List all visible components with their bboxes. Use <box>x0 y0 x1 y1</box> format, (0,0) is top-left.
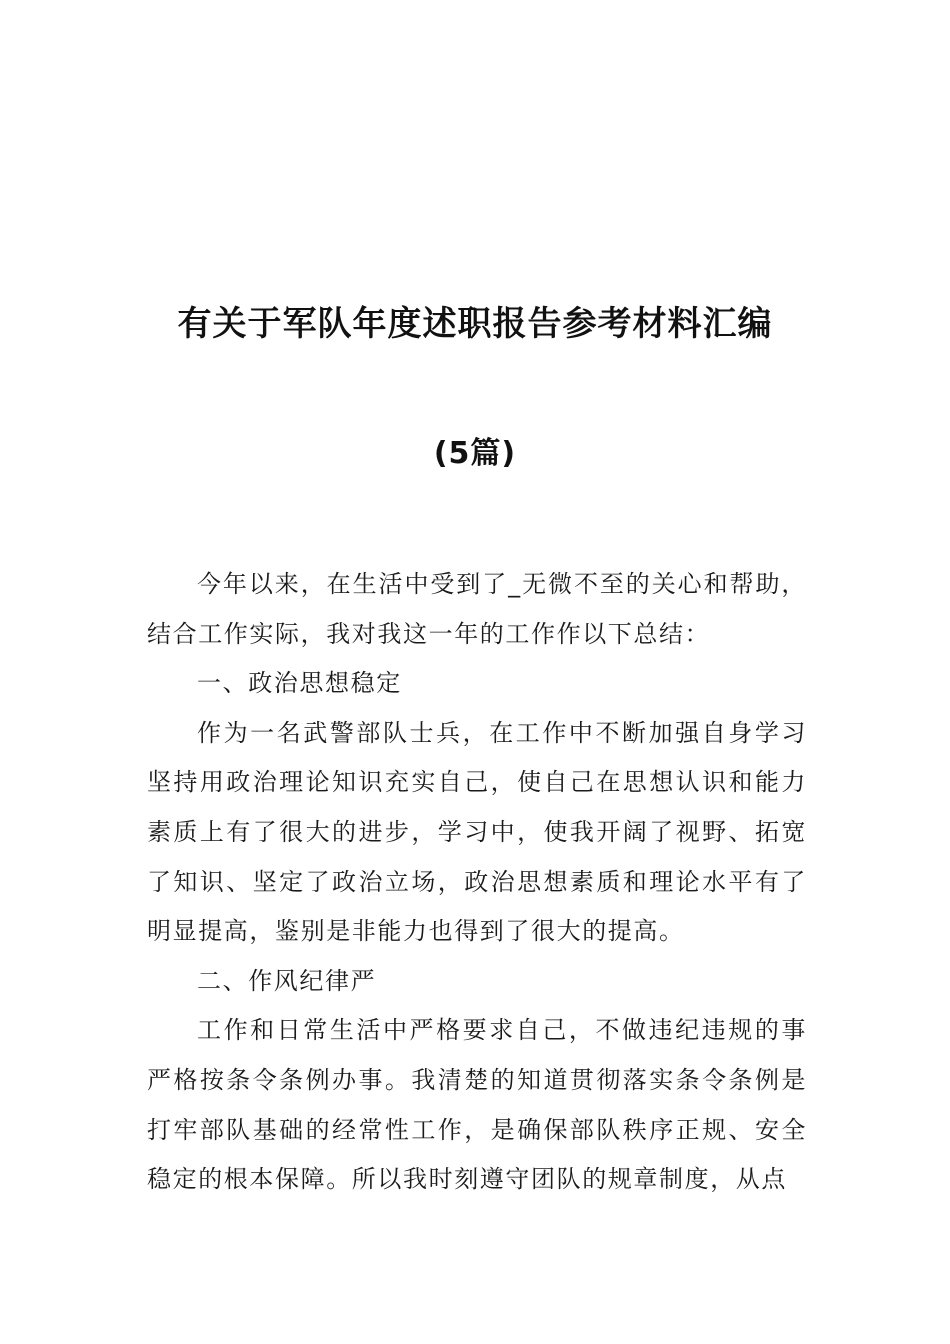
section-heading-discipline: 二、作风纪律严 <box>197 966 377 995</box>
document-body <box>147 560 807 1205</box>
section-heading-political: 一、政治思想稳定 <box>197 669 402 698</box>
paragraph-political: 作为一名武警部队士兵，在工作中不断加强自身学习坚持用政治理论知识充实自己，使自己在思想认识和能力素质上有了很大的进步，学习中，使我开阔了视野、拓宽了知识、坚定了政治立场，政治思想素质和理论水平有了明显提高，鉴别是非能力也得到了很大的提高。 <box>147 718 807 946</box>
paragraph-discipline: 工作和日常生活中严格要求自己，不做违纪违规的事严格按条令条例办事。我清楚的知道贯彻落实条令条例是打牢部队基础的经常性工作，是确保部队秩序正规、安全稳定的根本保障。所以我时刻遵守团队的规章制度，从点 <box>147 1016 807 1194</box>
document-title: 有关于军队年度述职报告参考材料汇编 <box>177 304 773 344</box>
document-subtitle: (5篇) <box>433 436 517 471</box>
paragraph-intro: 今年以来，在生活中受到了_无微不至的关心和帮助，结合工作实际，我对我这一年的工作作以下总结： <box>147 570 807 648</box>
